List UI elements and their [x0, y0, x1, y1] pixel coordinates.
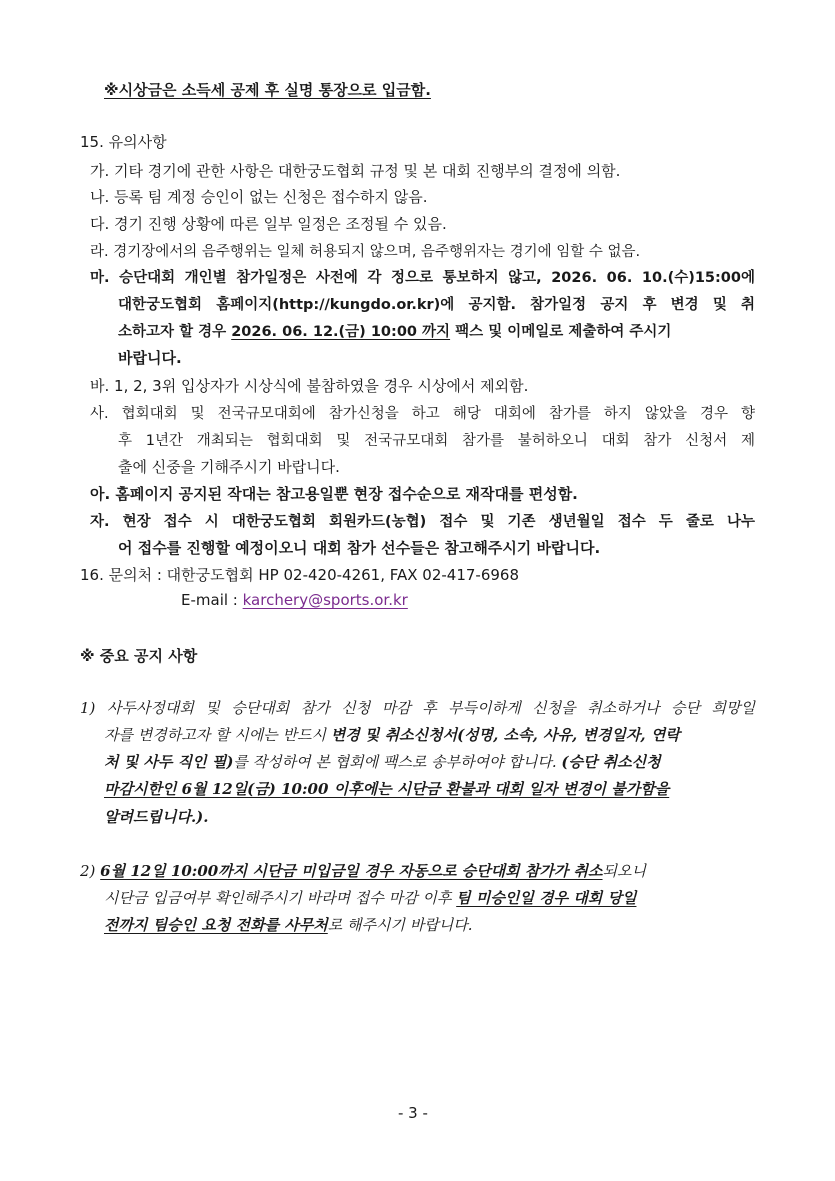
- item-ga: 가. 기타 경기에 관한 사항은 대한궁도협회 규정 및 본 대회 진행부의 결정에 의함.: [90, 162, 621, 180]
- notice-1-line1: 1) 사두사정대회 및 승단대회 참가 신청 마감 후 부득이하게 신청을 취소하거나 승단 희망일: [80, 699, 755, 717]
- item-sa-line2: 후 1년간 개최되는 협회대회 및 전국규모대회 참가를 불허하오니 대회 참가 신청서 제: [118, 433, 755, 449]
- notice-1-line2: [104, 724, 680, 745]
- item-ma-line3-a: 소하고자 할 경우: [118, 324, 232, 340]
- item-ja-line2: 어 접수를 진행할 예정이오니 대회 참가 선수들은 참고해주시기 바랍니다.: [118, 539, 601, 557]
- notice-2-line2-a: 시단금 입금여부 확인해주시기 바라며 접수 마감 이후: [104, 889, 457, 907]
- notice-1-line3-c: (승단 취소신청: [561, 753, 661, 771]
- notice-2-line3: [104, 914, 472, 935]
- email-label: E-mail :: [181, 591, 243, 609]
- notice-2-call-office: 전까지 팀승인 요청 전화를 사무처: [104, 916, 328, 934]
- notice-2-line3-b: 로 해주시기 바랍니다.: [327, 916, 473, 934]
- item-ra: 라. 경기장에서의 음주행위는 일체 허용되지 않으며, 음주행위자는 경기에 임할 수 없음.: [90, 244, 641, 260]
- item-ma-line1: 마. 승단대회 개인별 참가일정은 사전에 각 정으로 통보하지 않고, 2026. 06. 10.(수)15:00에: [90, 270, 755, 286]
- item-da: 다. 경기 진행 상황에 따른 일부 일정은 조정될 수 있음.: [90, 215, 447, 233]
- notice-1-line3: [104, 751, 661, 772]
- section-16-email-line: [181, 591, 408, 609]
- notice-1-form-detail: 처 및 사두 직인 필): [104, 753, 234, 771]
- item-ma-line3-c: 팩스 및 이메일로 제출하여 주시기: [450, 324, 672, 340]
- notice-heading: ※ 중요 공지 사항: [80, 647, 198, 665]
- notice-2-line2: [104, 887, 636, 908]
- notice-1-line4: 마감시한인 6월 12일(금) 10:00 이후에는 시단금 환불과 대회 일자 변경이 불가함을: [104, 780, 670, 798]
- section-15-heading: 15. 유의사항: [80, 133, 167, 151]
- item-sa-line3: 출에 신중을 기해주시기 바랍니다.: [118, 458, 340, 476]
- item-na: 나. 등록 팀 계정 승인이 없는 신청은 접수하지 않음.: [90, 188, 428, 206]
- page-number: - 3 -: [398, 1104, 428, 1122]
- notice-2-unapproved: 팀 미승인일 경우 대회 당일: [456, 889, 637, 907]
- notice-1-line3-b: 를 작성하여 본 협회에 팩스로 송부하여야 합니다.: [233, 753, 562, 771]
- item-ma-line4: 바랍니다.: [118, 349, 182, 367]
- item-sa-line1: 사. 협회대회 및 전국규모대회에 참가신청을 하고 해당 대회에 참가를 하지 않았을 경우 향: [90, 406, 755, 422]
- item-ma-deadline: 2026. 06. 12.(금) 10:00 까지: [231, 324, 451, 340]
- prize-note: ※시상금은 소득세 공제 후 실명 통장으로 입금함.: [104, 81, 431, 99]
- notice-2-line1: [80, 860, 646, 881]
- notice-2-auto-cancel: 6월 12일 10:00까지 시단금 미입금일 경우 자동으로 승단대회 참가가 취소: [100, 862, 603, 880]
- notice-2-line1-b: 되오니: [602, 862, 646, 880]
- notice-2-number: 2): [80, 862, 101, 880]
- item-ja-line1: 자. 현장 접수 시 대한궁도협회 회원카드(농협) 접수 및 기존 생년월일 접수 두 줄로 나누: [90, 514, 755, 530]
- notice-1-line2-a: 자를 변경하고자 할 시에는 반드시: [104, 726, 331, 744]
- item-ba: 바. 1, 2, 3위 입상자가 시상식에 불참하였을 경우 시상에서 제외함.: [90, 377, 529, 395]
- notice-1-line5: 알려드립니다.).: [104, 808, 209, 826]
- email-link[interactable]: karchery@sports.or.kr: [242, 591, 408, 609]
- item-a: 아. 홈페이지 공지된 작대는 참고용일뿐 현장 접수순으로 재작대를 편성함.: [90, 485, 578, 503]
- item-ma-line3: [118, 320, 671, 341]
- section-16-contact: 16. 문의처 : 대한궁도협회 HP 02-420-4261, FAX 02-417-6968: [80, 566, 520, 584]
- notice-1-form-name: 변경 및 취소신청서(성명, 소속, 사유, 변경일자, 연락: [330, 726, 680, 744]
- item-ma-line2: 대한궁도협회 홈페이지(http://kungdo.or.kr)에 공지함. 참가일정 공지 후 변경 및 취: [118, 297, 755, 313]
